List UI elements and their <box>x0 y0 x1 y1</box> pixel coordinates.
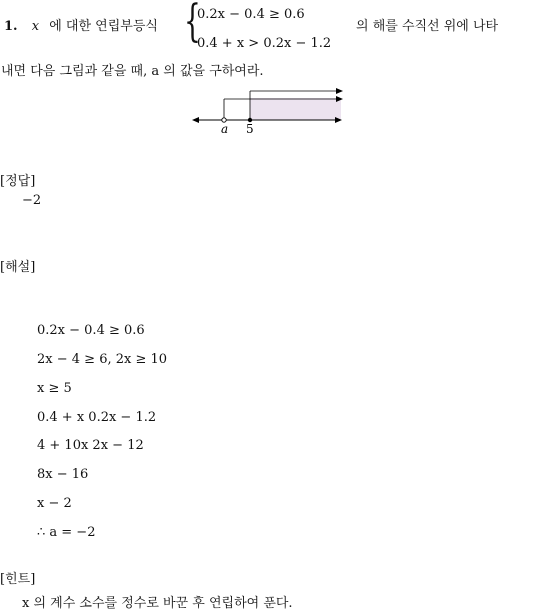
problem-line-2: 내면 다음 그림과 같을 때, a 의 값을 구하여라. <box>1 64 264 79</box>
solution-label: [해설] <box>0 260 36 275</box>
solution-shaded-region <box>250 98 341 120</box>
inequality-1: 0.2x − 0.4 ≥ 0.6 <box>197 7 305 22</box>
solution-step: x ≥ 5 <box>37 381 72 396</box>
problem-variable: x <box>31 19 40 34</box>
answer-value: −2 <box>22 193 42 208</box>
inequality-2: 0.4 + x > 0.2x − 1.2 <box>197 36 332 51</box>
problem-line-1 <box>4 15 158 34</box>
solution-step: ∴ a = −2 <box>37 525 96 540</box>
number-line-figure <box>186 86 351 136</box>
axis-left-arrow <box>192 117 199 123</box>
system-brace: { <box>184 0 201 47</box>
solution-step: 8x − 16 <box>37 467 89 482</box>
label-a: a <box>221 122 229 136</box>
label-5: 5 <box>246 122 254 136</box>
ray-5-arrow <box>336 88 343 94</box>
solution-step: 4 + 10x 2x − 12 <box>37 438 144 453</box>
answer-label: [정답] <box>0 174 36 189</box>
hint-text: x 의 계수 소수를 정수로 바꾼 후 연립하여 푼다. <box>22 596 293 611</box>
solution-step: x − 2 <box>37 496 72 511</box>
problem-intro: 에 대한 연립부등식 <box>49 19 158 34</box>
problem-tail-1: 의 해를 수직선 위에 나타 <box>356 19 499 34</box>
solution-step: 0.4 + x 0.2x − 1.2 <box>37 410 157 425</box>
solution-step: 0.2x − 0.4 ≥ 0.6 <box>37 323 145 338</box>
problem-number: 1. <box>4 19 18 34</box>
solution-step: 2x − 4 ≥ 6, 2x ≥ 10 <box>37 352 168 367</box>
hint-label: [힌트] <box>0 572 36 587</box>
